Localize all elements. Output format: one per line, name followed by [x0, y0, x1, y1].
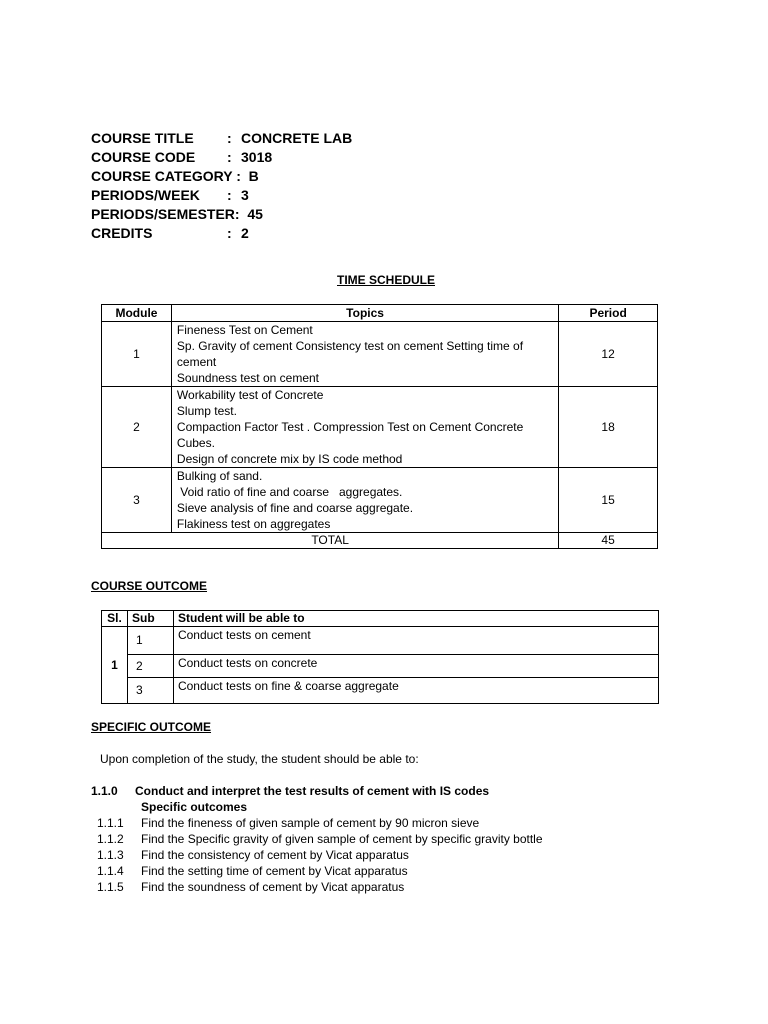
time-schedule-heading: TIME SCHEDULE [337, 273, 436, 287]
module-cell: 3 [102, 468, 172, 533]
item-number: 1.1.3 [97, 848, 124, 862]
main-outcome-text: Conduct and interpret the test results of cement with IS codes [135, 784, 490, 798]
total-label: TOTAL [102, 533, 559, 549]
topics-cell: Fineness Test on Cement Sp. Gravity of cement Consistency test on cement Setting time of cement Soundness test on cement [171, 322, 558, 387]
specific-outcomes-subheading: Specific outcomes [141, 800, 248, 814]
course-category-row: COURSE CATEGORY : B [91, 168, 259, 184]
item-number: 1.1.2 [97, 832, 124, 846]
item-text: Find the fineness of given sample of cement by 90 micron sieve [141, 816, 480, 830]
topics-cell: Workability test of Concrete Slump test. Compaction Factor Test . Compression Test on Cement Concrete Cubes. Design of concrete mix by IS code method [171, 387, 558, 468]
outcome-cell: Conduct tests on fine & coarse aggregate [173, 678, 658, 704]
course-outcome-heading: COURSE OUTCOME [91, 579, 208, 593]
specific-outcome-heading: SPECIFIC OUTCOME [91, 720, 212, 734]
column-header: Sub [127, 611, 173, 627]
table-header-row [102, 305, 658, 322]
item-text: Find the soundness of cement by Vicat apparatus [141, 880, 405, 894]
list-item [97, 816, 479, 830]
credits-row: CREDITS : 2 [91, 225, 249, 241]
periods-semester-value: 45 [247, 206, 263, 222]
credits-value: 2 [241, 225, 249, 241]
periods-semester-label: PERIODS/SEMESTER: [91, 206, 240, 222]
column-header: Sl. [102, 611, 128, 627]
credits-label: CREDITS [91, 225, 153, 241]
item-text: Find the setting time of cement by Vicat apparatus [141, 864, 408, 878]
table-row [102, 678, 659, 704]
course-title-label: COURSE TITLE [91, 130, 194, 146]
item-text: Find the Specific gravity of given sample of cement by specific gravity bottle [141, 832, 543, 846]
course-outcome-table [101, 610, 659, 704]
total-value: 45 [559, 533, 658, 549]
course-info [91, 129, 352, 243]
intro-text: Upon completion of the study, the student should be able to: [100, 752, 419, 766]
outcome-cell: Conduct tests on cement [173, 627, 658, 655]
module-cell: 1 [102, 322, 172, 387]
item-number: 1.1.1 [97, 816, 124, 830]
outcome-cell: Conduct tests on concrete [173, 655, 658, 678]
periods-week-label: PERIODS/WEEK [91, 187, 200, 203]
periods-semester-row [91, 205, 352, 224]
list-item [97, 848, 409, 862]
table-row [102, 468, 658, 533]
topics-cell: Bulking of sand. Void ratio of fine and coarse aggregates. Sieve analysis of fine and coarse aggregate. Flakiness test on aggregates [171, 468, 558, 533]
table-row [102, 387, 658, 468]
column-header: Period [559, 305, 658, 322]
main-outcome [91, 784, 489, 798]
total-row [102, 533, 658, 549]
list-item [97, 832, 543, 846]
table-row [102, 627, 659, 655]
column-header: Student will be able to [173, 611, 658, 627]
periods-week-value: 3 [241, 187, 249, 203]
item-number: 1.1.5 [97, 880, 124, 894]
course-title-value: CONCRETE LAB [241, 130, 353, 146]
main-outcome-number: 1.1.0 [91, 784, 118, 798]
course-code-label: COURSE CODE [91, 149, 196, 165]
column-header: Topics [171, 305, 558, 322]
sub-cell: 1 [127, 627, 173, 655]
course-category-value: B [248, 168, 259, 184]
period-cell: 12 [559, 322, 658, 387]
column-header: Module [102, 305, 172, 322]
time-schedule-table [101, 304, 658, 549]
list-item [97, 864, 408, 878]
period-cell: 18 [559, 387, 658, 468]
table-header-row [102, 611, 659, 627]
serial-cell: 1 [102, 627, 128, 704]
item-number: 1.1.4 [97, 864, 124, 878]
sub-cell: 3 [127, 678, 173, 704]
periods-week-row: PERIODS/WEEK : 3 [91, 187, 249, 203]
table-row [102, 655, 659, 678]
table-row [102, 322, 658, 387]
list-item [97, 880, 404, 894]
course-code-row: COURSE CODE : 3018 [91, 149, 273, 165]
course-category-label: COURSE CATEGORY [91, 168, 233, 184]
sub-cell: 2 [127, 655, 173, 678]
course-code-value: 3018 [241, 149, 273, 165]
item-text: Find the consistency of cement by Vicat apparatus [141, 848, 409, 862]
module-cell: 2 [102, 387, 172, 468]
course-title-row: COURSE TITLE : CONCRETE LAB [91, 130, 353, 146]
period-cell: 15 [559, 468, 658, 533]
